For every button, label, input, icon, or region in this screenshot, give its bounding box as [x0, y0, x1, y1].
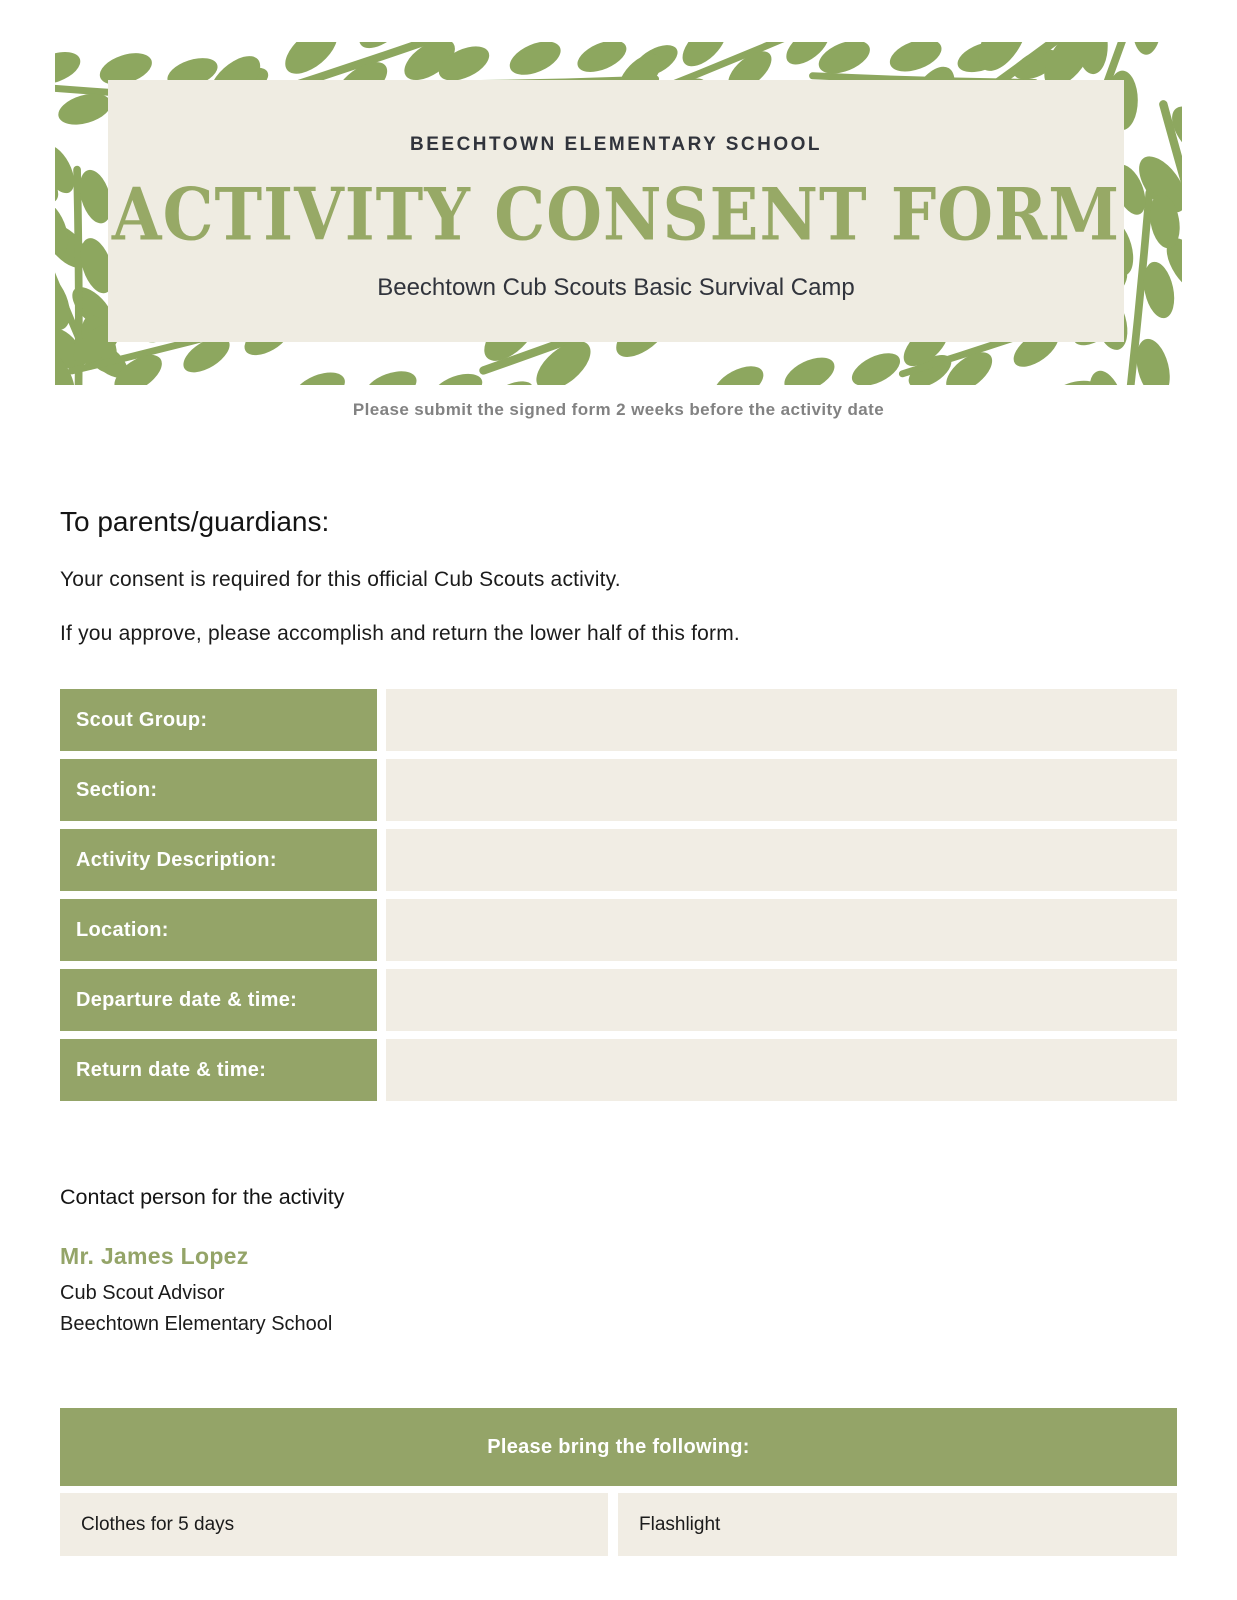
bring-item: Flashlight	[618, 1493, 1177, 1556]
departure-datetime-label: Departure date & time:	[60, 969, 377, 1031]
location-label: Location:	[60, 899, 377, 961]
table-row	[60, 1039, 1177, 1101]
section-field[interactable]	[386, 759, 1177, 821]
submission-note: Please submit the signed form 2 weeks before the activity date	[352, 400, 885, 419]
contact-heading: Contact person for the activity	[60, 1185, 345, 1209]
intro-line-1: Your consent is required for this official Cub Scouts activity.	[60, 568, 621, 591]
section-label: Section:	[60, 759, 377, 821]
school-name: BEECHTOWN ELEMENTARY SCHOOL	[410, 134, 822, 155]
scout-group-field[interactable]	[386, 689, 1177, 751]
table-row	[60, 899, 1177, 961]
contact-organization: Beechtown Elementary School	[60, 1313, 333, 1335]
table-row	[60, 689, 1177, 751]
scout-group-label: Scout Group:	[60, 689, 377, 751]
location-field[interactable]	[386, 899, 1177, 961]
activity-description-label: Activity Description:	[60, 829, 377, 891]
intro-line-2: If you approve, please accomplish and return the lower half of this form.	[60, 622, 740, 645]
contact-name: Mr. James Lopez	[60, 1243, 249, 1269]
table-row	[60, 829, 1177, 891]
table-row	[60, 759, 1177, 821]
return-datetime-field[interactable]	[386, 1039, 1177, 1101]
activity-details-table	[60, 689, 1177, 1109]
bring-banner: Please bring the following:	[60, 1408, 1177, 1486]
contact-role: Cub Scout Advisor	[60, 1282, 225, 1304]
return-datetime-label: Return date & time:	[60, 1039, 377, 1101]
intro-heading: To parents/guardians:	[60, 506, 330, 537]
departure-datetime-field[interactable]	[386, 969, 1177, 1031]
bring-items-row	[60, 1493, 1177, 1556]
leaf-pattern-band	[55, 42, 1182, 385]
form-title: ACTIVITY CONSENT FORM	[111, 173, 1121, 258]
bring-item: Clothes for 5 days	[60, 1493, 608, 1556]
form-subtitle: Beechtown Cub Scouts Basic Survival Camp	[377, 274, 855, 301]
activity-description-field[interactable]	[386, 829, 1177, 891]
table-row	[60, 969, 1177, 1031]
header-card	[108, 80, 1124, 342]
